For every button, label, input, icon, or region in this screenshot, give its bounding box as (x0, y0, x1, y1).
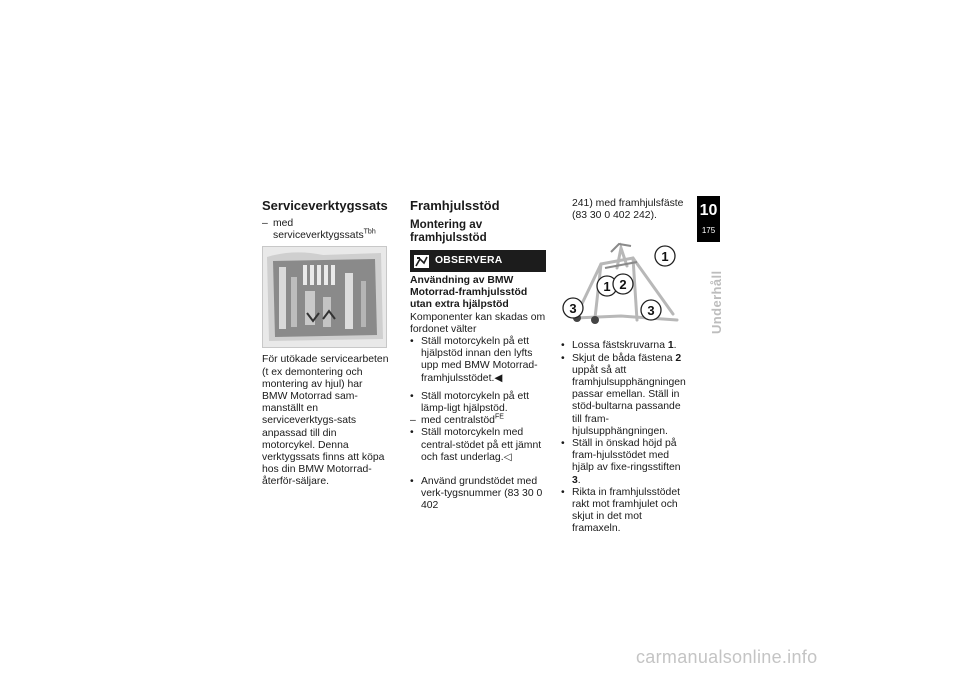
continued-text: 241) med framhjulsfäste (83 30 0 402 242). (572, 198, 684, 222)
caution-label: OBSERVERA (435, 254, 503, 266)
watermark: carmanualsonline.info (636, 647, 818, 667)
caution-icon (414, 255, 429, 268)
end-mark: ◁ (503, 451, 512, 463)
service-kit-figure (262, 246, 387, 348)
list-item: • Ställ motorcykeln på ett hjälpstöd innan den lyfts upp med BMW Motorrad-framhjulsstödet.◀ (410, 336, 538, 384)
list-item: • Rikta in framhjulsstödet rakt mot framhjulet och skjut in det mot framaxeln. (561, 486, 680, 535)
section-title-service-kit: Serviceverktygssats (262, 198, 388, 213)
service-kit-body: För utökade servicearbeten (t ex demontering och montering av hjul) har BMW Motorrad sam-manställt en serviceverktygs-sats anpassad till din motorcykel. Denna verktygssats finns att köpa hos din BMW Motorrad-återför-säljare. (262, 354, 389, 488)
end-mark: ◀ (494, 372, 503, 384)
callout-label: 3 (569, 301, 577, 317)
subsection-title-mounting: Montering av framhjulsstöd (410, 218, 487, 244)
option-note: – med serviceverktygssats$^{Tbh}$ (262, 218, 376, 242)
instruction-list (561, 340, 691, 535)
caution-text: Komponenter kan skadas om fordonet välter (410, 311, 546, 335)
callout-label: 1 (603, 279, 611, 295)
callout-label: 1 (661, 249, 669, 265)
front-stand-image (561, 228, 679, 332)
list-item: • Skjut de båda fästena 2 uppåt så att framhjulsupphängningen passar emellan. Ställ in stöd-bultarna passande till fram-hjulsupphängningen. (561, 352, 686, 437)
tool-kit-image (263, 247, 386, 347)
section-title-front-stand: Framhjulsstöd (410, 198, 500, 213)
callout-label: 2 (619, 277, 627, 293)
callout-label: 3 (647, 303, 655, 319)
list-item: • Använd grundstödet med verk-tygsnummer (83 30 0 402 (410, 476, 543, 512)
list-item: • Ställ motorcykeln på ett lämp-ligt hjälpstöd. (410, 390, 529, 415)
caution-banner (410, 250, 546, 272)
page-number: 175 (701, 226, 716, 235)
list-item: • Ställ motorcykeln med central-stödet på ett jämnt och fast underlag.◁ (410, 427, 542, 463)
side-label (697, 270, 724, 334)
chapter-tab (697, 196, 720, 242)
option-note: – med centralstöd$^{FE}$ (410, 413, 504, 427)
list-item: • Ställ in önskad höjd på fram-hjulsstödet med hjälp av fixe-ringsstiften 3. (561, 438, 681, 486)
caution-title: Användning av BMW Motorrad-framhjulsstöd utan extra hjälpstöd (410, 275, 528, 311)
chapter-name: Underhåll (709, 270, 724, 334)
column-middle (410, 198, 546, 513)
column-right (561, 198, 691, 536)
chapter-number: 10 (699, 202, 718, 219)
front-stand-figure (561, 228, 679, 332)
list-item: • Lossa fästskruvarna 1. (561, 340, 677, 352)
column-left (262, 198, 390, 489)
